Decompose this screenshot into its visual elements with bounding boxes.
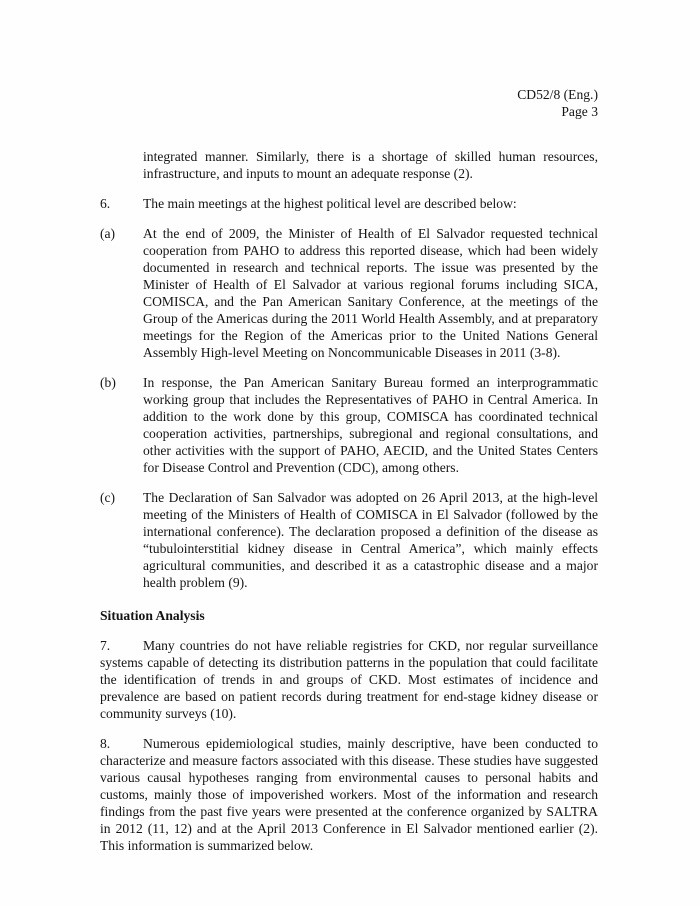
- item-label: (c): [100, 490, 116, 505]
- lettered-item-c: [100, 489, 598, 591]
- document-header: [100, 86, 598, 120]
- continuation-paragraph: integrated manner. Similarly, there is a shortage of skilled human resources, infrastructure, and inputs to mount an adequate response (2).: [143, 149, 598, 181]
- numbered-paragraph-7: [100, 637, 598, 722]
- item-text: In response, the Pan American Sanitary Bureau formed an interprogrammatic working group that includes the Representatives of PAHO in Central America. In addition to the work done by this group, COMISCA has coordinated technical cooperation activities, partnerships, subregional and regional consultations, and other activities with the support of PAHO, AECID, and the United States Centers for Disease Control and Prevention (CDC), among others.: [143, 375, 598, 475]
- lettered-item-a: [100, 225, 598, 361]
- paragraph-number: 8.: [100, 736, 111, 751]
- section-heading-situation-analysis: Situation Analysis: [100, 608, 205, 623]
- document-code: CD52/8 (Eng.): [517, 87, 598, 102]
- numbered-paragraph-8: [100, 735, 598, 854]
- page-number: Page 3: [561, 104, 598, 119]
- paragraph-text: Many countries do not have reliable registries for CKD, nor regular surveillance systems capable of detecting its distribution patterns in the population that could facilitate the identification of trends in and groups of CKD. Most estimates of incidence and prevalence are based on patient records during treatment for end-stage kidney disease or community surveys (10).: [100, 638, 598, 721]
- item-number: 6.: [100, 196, 111, 211]
- item-label: (b): [100, 375, 116, 390]
- numbered-item-6: [100, 195, 598, 212]
- lettered-item-b: [100, 374, 598, 476]
- item-text: The Declaration of San Salvador was adopted on 26 April 2013, at the high-level meeting of the Ministers of Health of COMISCA in El Salvador (followed by the international conference). The declaration proposed a definition of the disease as “tubulointerstitial kidney disease in Central America”, which mainly effects agricultural communities, and described it as a catastrophic disease and a major health problem (9).: [143, 490, 598, 590]
- item-text: At the end of 2009, the Minister of Health of El Salvador requested technical cooperation from PAHO to address this reported disease, which had been widely documented in research and technical reports. The issue was presented by the Minister of Health of El Salvador at various regional forums including SICA, COMISCA, and the Pan American Sanitary Conference, at the meetings of the Group of the Americas during the 2011 World Health Assembly, and at preparatory meetings for the Region of the Americas prior to the United Nations General Assembly High-level Meeting on Noncommunicable Diseases in 2011 (3-8).: [143, 226, 598, 360]
- paragraph-number: 7.: [100, 638, 111, 653]
- paragraph-text: Numerous epidemiological studies, mainly descriptive, have been conducted to characterize and measure factors associated with this disease. These studies have suggested various causal hypotheses ranging from environmental causes to personal habits and customs, mainly those of impoverished workers. Most of the information and research findings from the past five years were presented at the conference organized by SALTRA in 2012 (11, 12) and at the April 2013 Conference in El Salvador mentioned earlier (2). This information is summarized below.: [100, 736, 598, 853]
- item-text: The main meetings at the highest political level are described below:: [143, 196, 517, 211]
- item-label: (a): [100, 226, 116, 241]
